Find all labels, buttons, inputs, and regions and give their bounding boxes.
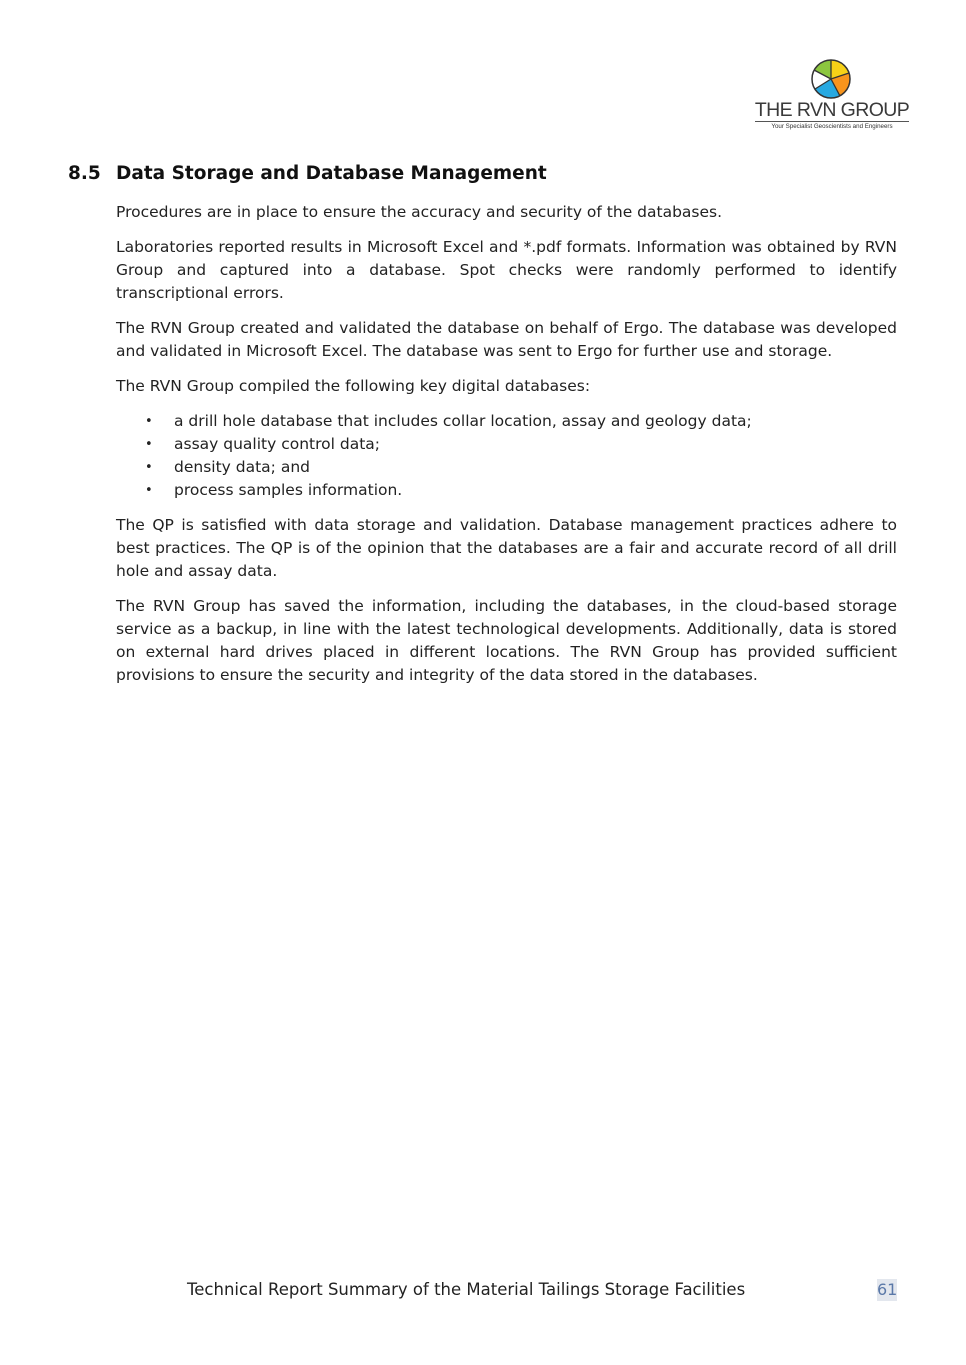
footer-title: Technical Report Summary of the Material Tailings Storage Facilities bbox=[187, 1280, 746, 1299]
list-item: • density data; and bbox=[116, 456, 897, 479]
paragraph: Laboratories reported results in Microsoft Excel and *.pdf formats. Information was obtained by RVN Group and captured into a database. Spot checks were randomly performed to identify transcriptional errors. bbox=[116, 238, 897, 302]
list-item: • a drill hole database that includes collar location, assay and geology data; bbox=[116, 410, 897, 433]
paragraph: Procedures are in place to ensure the accuracy and security of the databases. bbox=[116, 203, 723, 221]
logo-tagline: Your Specialist Geoscientists and Engineers bbox=[771, 123, 893, 130]
paragraph: The RVN Group has saved the information, including the databases, in the cloud-based storage service as a backup, in line with the latest technological developments. Additionally, data is stored on external hard drives placed in different locations. The RVN Group has provided sufficient provisions to ensure the security and integrity of the data stored in the databases. bbox=[116, 597, 897, 684]
page-number: 61 bbox=[877, 1280, 898, 1299]
section-body bbox=[116, 201, 897, 699]
company-logo bbox=[752, 58, 912, 132]
logo-name: THE RVN GROUP bbox=[754, 99, 910, 121]
list-item: • process samples information. bbox=[116, 479, 897, 502]
paragraph: The RVN Group created and validated the database on behalf of Ergo. The database was developed and validated in Microsoft Excel. The database was sent to Ergo for further use and storage. bbox=[116, 319, 897, 360]
section-heading bbox=[68, 163, 547, 185]
section-title: Data Storage and Database Management bbox=[116, 163, 547, 184]
logo-divider bbox=[755, 121, 909, 122]
database-list bbox=[116, 410, 897, 502]
list-item: • assay quality control data; bbox=[116, 433, 897, 456]
paragraph: The RVN Group compiled the following key digital databases: bbox=[116, 377, 591, 395]
rvn-logo-icon bbox=[810, 58, 852, 100]
section-number: 8.5 bbox=[68, 163, 101, 184]
paragraph: The QP is satisfied with data storage and validation. Database management practices adhere to best practices. The QP is of the opinion that the databases are a fair and accurate record of all drill hole and assay data. bbox=[116, 516, 897, 580]
